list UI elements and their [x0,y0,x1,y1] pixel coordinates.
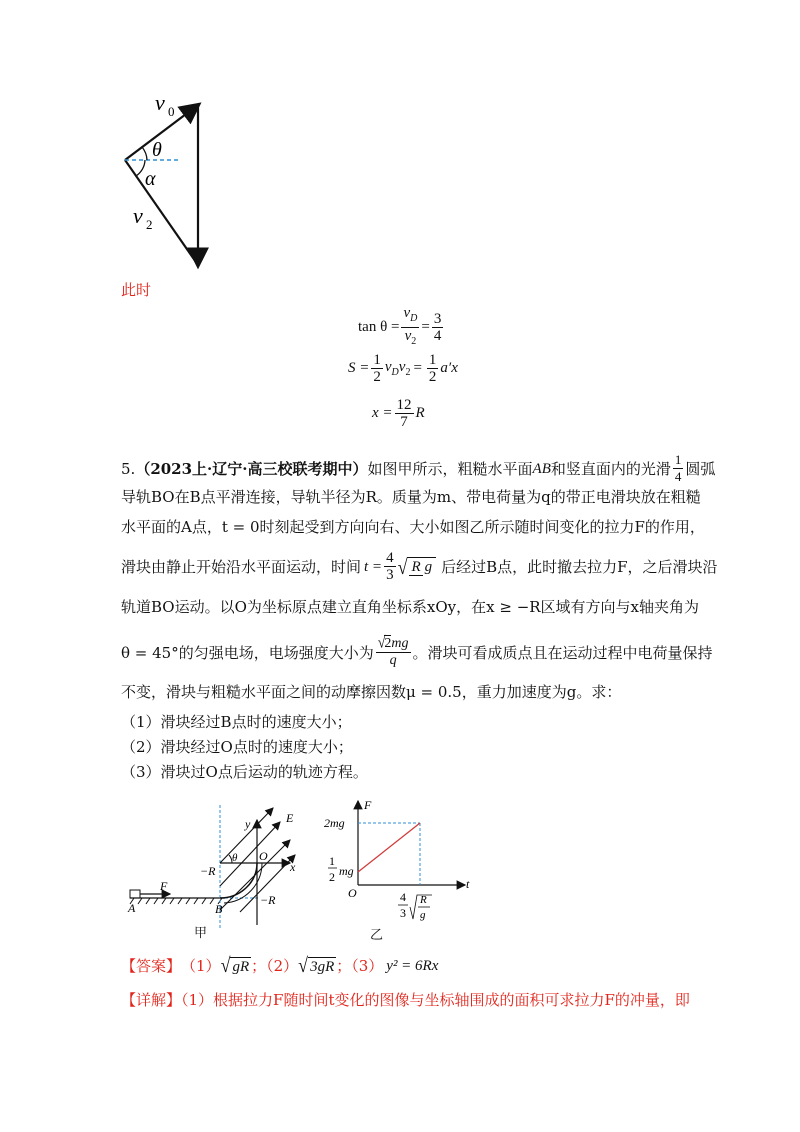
svg-text:O: O [348,886,357,900]
svg-text:θ: θ [232,852,238,864]
v2-subscript: 2 [146,217,153,232]
theta-label: θ [152,139,162,161]
equation-area: S = $\frac{1}{2}$ $v_Dv_2$ = $\frac{1}{2}$ a′x [348,352,458,385]
problem-line-5: 轨道BO运动。以O为坐标原点建立直角坐标系xOy，在x ≥ −R区域有方向与x轴夹角为 [121,598,700,616]
svg-text:O: O [259,849,268,863]
svg-text:x: x [290,860,296,874]
answer-label: 【答案】 [121,957,182,975]
problem-line-4: 滑块由静止开始沿水平面运动，时间 t = $\frac{4}{3}$ √ R g 后经过B点，此时撤去拉力F，之后滑块沿 [121,550,718,583]
svg-text:F: F [364,798,372,812]
svg-text:B: B [215,902,223,916]
detail-label: 【详解】 [121,991,182,1009]
svg-text:mg: mg [339,864,354,878]
v0-subscript: 0 [168,104,175,119]
question-2: （2）滑块经过O点时的速度大小； [121,738,353,756]
problem-number: 5. [121,459,136,478]
this-moment-label: 此时 [121,281,152,299]
problem-line-2: 导轨BO在B点平滑连接，导轨半径为R。质量为m、带电荷量为q的带正电滑块放在粗糙 [121,488,701,506]
svg-text:A: A [128,901,136,915]
eq1-frac1: $\frac{v_D}{v_2}$ [403,305,418,347]
svg-text:g: g [420,909,426,921]
figure-yi-caption: 乙 [370,928,384,943]
equation-tan: tan θ = $\frac{v_D}{v_2}$ = $\frac{3}{4}$ [358,305,445,350]
svg-text:2: 2 [329,870,335,884]
svg-text:−R: −R [260,893,276,907]
svg-text:t: t [466,877,470,891]
alpha-arc [136,160,145,176]
svg-text:R: R [420,894,427,906]
question-3: （3）滑块过O点后运动的轨迹方程。 [121,763,368,781]
velocity-vector-diagram [100,85,230,275]
equation-x: x = $\frac{12}{7}$ R [372,397,425,430]
svg-text:3: 3 [400,906,406,920]
force-line [358,823,420,872]
svg-text:4: 4 [400,890,406,904]
svg-text:2mg: 2mg [324,816,345,830]
alpha-label: α [145,168,156,190]
eq1-frac2: $\frac{3}{4}$ [433,311,442,344]
problem-line-3: 水平面的A点，t = 0时刻起受到方向向右、大小如图乙所示随时间变化的拉力F的作用， [121,518,705,536]
figure-yi [320,795,480,945]
answer-line: 【答案】 （1） √ gR ；（2） √ 3gR ；（3） y² = 6Rx [121,953,439,977]
question-1: （1）滑块经过B点时的速度大小； [121,713,352,731]
eq1-lhs: tan θ = [358,319,400,335]
v0-label: v [155,90,165,115]
problem-line-6: θ = 45°的匀强电场，电场强度大小为 $\frac{√2mg}{q}$ 。滑块可看成质点且在运动过程中电荷量保持 [121,634,713,668]
svg-text:−R: −R [200,864,216,878]
problem-source: （2023上·辽宁·高三校联考期中） [135,459,368,478]
svg-text:F: F [160,879,168,893]
svg-text:1: 1 [329,854,335,868]
detail-line: 【详解】（1）根据拉力F随时间t变化的图像与坐标轴围成的面积可求拉力F的冲量，即 [121,991,690,1009]
block [130,890,140,898]
svg-text:y: y [245,817,251,831]
problem-line-1: 5. （2023上·辽宁·高三校联考期中） 如图甲所示，粗糙水平面 AB 和竖直面内的光滑 $\frac{1}{4}$ 圆弧 [121,452,716,484]
theta-arc [142,147,147,160]
figure-jia-caption: 甲 [194,926,208,941]
figure-jia [120,800,320,950]
v2-label: v [133,203,143,228]
svg-text:E: E [286,811,294,825]
problem-line-7: 不变，滑块与粗糙水平面之间的动摩擦因数μ = 0.5，重力加速度为g。求： [121,683,622,701]
